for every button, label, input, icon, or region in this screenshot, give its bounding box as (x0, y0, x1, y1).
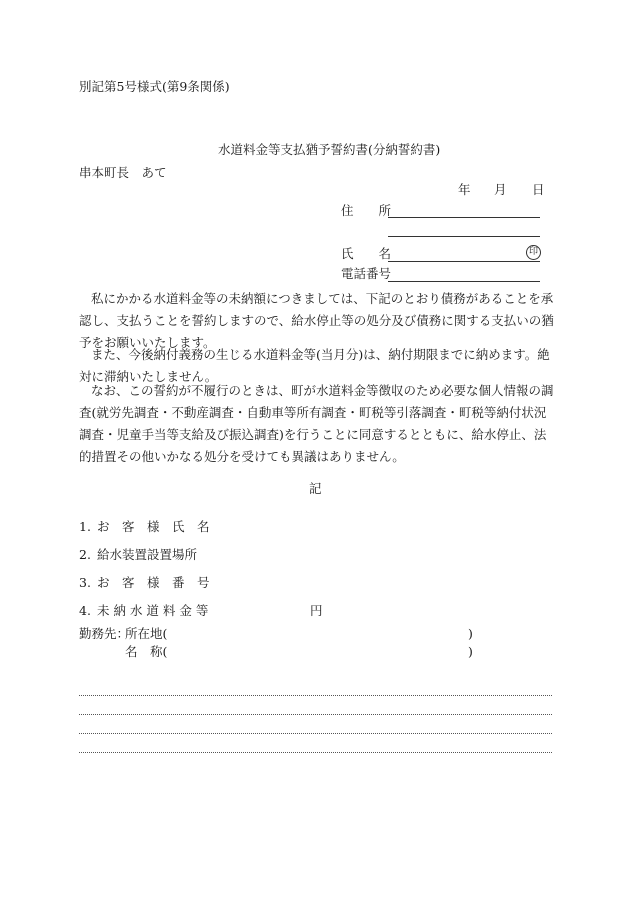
address-label: 住 所 (341, 203, 392, 218)
dotted-line-4 (79, 752, 552, 753)
item-num-4: 4. (79, 603, 91, 618)
dotted-line-1 (79, 695, 552, 696)
employer-location-label: 所在地( (125, 626, 168, 641)
date-year: 年 (458, 182, 471, 197)
phone-label: 電話番号 (341, 266, 392, 281)
employer-label: 勤務先： (79, 626, 130, 641)
name-label: 氏 名 (341, 246, 392, 261)
ki-marker: 記 (309, 481, 322, 496)
date-day: 日 (532, 182, 545, 197)
customer-name-label: お 客 様 氏 名 (97, 519, 210, 534)
supply-location-label: 給水装置設置場所 (97, 547, 198, 562)
form-reference: 別記第5号様式(第9条関係) (79, 79, 230, 94)
address-line-2[interactable] (388, 236, 540, 237)
date-month: 月 (494, 182, 507, 197)
address-line-1[interactable] (388, 217, 540, 218)
dotted-line-3 (79, 733, 552, 734)
document-title: 水道料金等支払猶予誓約書(分納誓約書) (218, 142, 441, 157)
phone-line[interactable] (388, 281, 540, 282)
employer-location-close: ) (468, 626, 473, 641)
body-paragraph-2: また、今後納付義務の生じる水道料金等(当月分)は、納付期限までに納めます。絶対に滞納いたしません。 (79, 347, 550, 384)
body-paragraph-3: なお、この誓約が不履行のときは、町が水道料金等徴収のため必要な個人情報の調査(就労先調査・不動産調査・自動車等所有調査・町税等引落調査・町税等納付状況調査・児童手当等支給及び振込調査)を行うことに同意するとともに、給水停止、法的措置その他いかなる処分を受けても異議はありません。 (79, 383, 554, 464)
dotted-line-2 (79, 714, 552, 715)
employer-name-close: ) (468, 644, 473, 659)
seal-mark: 印 (526, 245, 541, 260)
item-num-2: 2. (79, 547, 91, 562)
item-num-1: 1. (79, 519, 91, 534)
employer-name-label: 名 称( (125, 644, 168, 659)
unpaid-amount-label: 未 納 水 道 料 金 等 (97, 603, 209, 618)
item-num-3: 3. (79, 575, 91, 590)
yen-unit: 円 (310, 603, 323, 618)
name-line[interactable] (388, 261, 540, 262)
addressee: 串本町長 あて (79, 165, 167, 180)
body-paragraph-1: 私にかかる水道料金等の未納額につきましては、下記のとおり債務があることを承認し、支払うことを誓約しますので、給水停止等の処分及び債務に関する支払いの猶予をお願いいたします。 (79, 291, 554, 350)
customer-number-label: お 客 様 番 号 (97, 575, 210, 590)
